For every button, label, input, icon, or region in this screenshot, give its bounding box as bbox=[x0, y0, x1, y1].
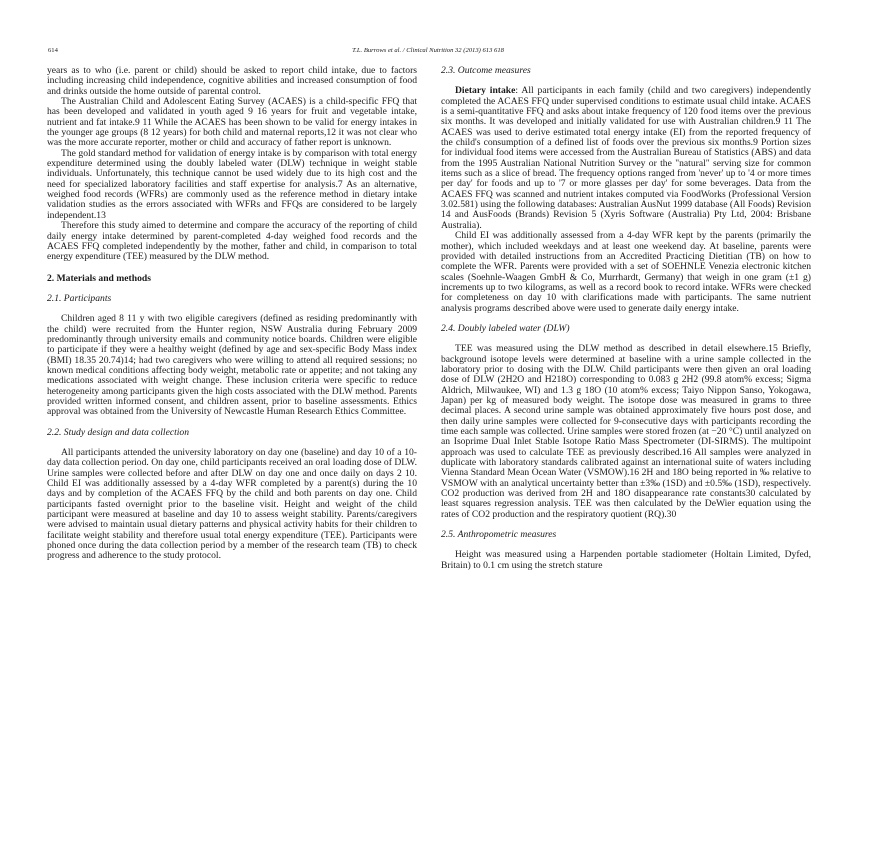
paragraph: years as to who (i.e. parent or child) should be asked to report child intake, due to factors including increasing child independence, cognitive abilities and increased consumption of food and drinks outside the home outside of parental control. bbox=[47, 65, 417, 97]
paragraph: Child EI was additionally assessed from a 4-day WFR kept by the parents (primarily the mother), which included weekdays and at least one weekend day. At baseline, parents were provided with detailed instructions from an Accredited Practicing Dietitian (TB) on how to complete the WFR. Parents were provided with a set of SOEHNLE Venezia electronic kitchen scales (Soehnle-Waagen GmbH & Co, Murrhardt, Germany) that weigh in one gram (±1 g) increments up to two kilograms, as well as a record book to record intake. WFRs were checked for completeness on day 10 with clarifications made with participants. The same nutrient analysis programs described above were used to generate daily energy intake. bbox=[441, 230, 811, 314]
paragraph: The Australian Child and Adolescent Eating Survey (ACAES) is a child-specific FFQ that has been developed and validated in youth aged 9 16 years for fruit and vegetable intake, nutrient and fat intake.9 11 While the ACAES has been shown to be valid for energy intakes in the younger age groups (8 12 years) for both child and maternal reports,12 it was not clear who was the more accurate reporter, mother or child and accuracy of father report is unknown. bbox=[47, 96, 417, 149]
subsection-heading: 2.1. Participants bbox=[47, 292, 112, 304]
page-number: 614 bbox=[48, 47, 58, 54]
section-heading: 2. Materials and methods bbox=[47, 272, 151, 284]
paragraph bbox=[441, 86, 811, 231]
paragraph: Children aged 8 11 y with two eligible caregivers (defined as residing predominantly with the child) were recruited from the Hunter region, NSW Australia during February 2009 predominantly through university emails and community notice boards. Children were eligible to participate if they were a healthy weight (defined by age and sex-specific Body Mass index (BMI) 18.35 20.74)14; had two caregivers who were willing to attend all required sessions; no known medical conditions affecting body weight, metabolic rate or appetite; and not taking any medications associated with weight change. These inclusion criteria were specific to reduce heterogeneity among participants given the high costs associated with the DLW method. Parents provided written informed consent, and children assent, prior to baseline assessments. Ethics approval was obtained from the University of Newcastle Human Research Ethics Committee. bbox=[47, 313, 417, 418]
paragraph: Height was measured using a Harpenden portable stadiometer (Holtain Limited, Dyfed, Britain) to 0.1 cm using the stretch stature bbox=[441, 549, 811, 571]
paragraph-text: : All participants in each family (child and two caregivers) independently completed the ACAES FFQ under supervised conditions to estimate usual child intake. ACAES is a semi-quantitative FFQ and asks about intake frequency of 120 food items over the previous six months. It was developed and initially validated for use with Australian children.9 11 The ACAES was used to derive estimated total energy intake (EI) from the reported frequency of the child's consumption of a defined list of foods over the previous six months.9 Portion sizes for individual food items were accessed from the Australian Bureau of Statistics (ABS) and data from the 1995 Australian National Nutrition Survey or the "natural" serving size for common items such as a slice of bread. The frequency options ranged from 'never' up to '4 or more times per day' for foods and up to '7 or more glasses per day' for some beverages. Data from the ACAES FFQ was scanned and nutrient intakes computed via FoodWorks (Professional Version 3.02.581) using the following databases: Australian AusNut 1999 database (All Foods) Revision 14 and AusFoods (Brands) Revision 5 (Xyris Software (Australia) Pty Ltd, 2004: Brisbane Australia). bbox=[441, 85, 811, 231]
subsection-heading: 2.2. Study design and data collection bbox=[47, 426, 190, 438]
paragraph: All participants attended the university laboratory on day one (baseline) and day 10 of a 10-day data collection period. On day one, child participants received an oral loading dose of DLW. Urine samples were collected before and after DLW on day one and once daily on days 2 10. Child EI was additionally assessed by a 4-day WFR completed by a parent(s) during the 10 days and by completion of the ACAES FFQ by the child and both parents on day one. Child participants fasted overnight prior to the baseline visit. Height and weight of the child participant were measured at baseline and day 10 to assess weight stability. Parents/caregivers were advised to maintain usual dietary patterns and physical activity habits for their children to facilitate weight stability and therefore usual total energy expenditure (TEE). Participants were phoned once during the data collection period by a member of the research team (TB) to check progress and adherence to the study protocol. bbox=[47, 447, 417, 562]
right-column bbox=[441, 66, 811, 571]
paragraph: The gold standard method for validation of energy intake is by comparison with total energy expenditure determined using the doubly labeled water (DLW) technique in weight stable individuals. Unfortunately, this technique cannot be used widely due to its high cost and the need for specialized laboratory facilities and staff expertise for analysis.7 As an alternative, weighed food records (WFRs) are commonly used as the reference method in dietary intake validation studies as the errors associated with WFRs and FFQs are considered to be largely independent.13 bbox=[47, 147, 417, 221]
subsection-heading: 2.3. Outcome measures bbox=[441, 65, 531, 76]
subsection-heading: 2.4. Doubly labeled water (DLW) bbox=[441, 322, 570, 334]
paragraph: Therefore this study aimed to determine and compare the accuracy of the reporting of child daily energy intake determined by parent-completed 4-day weighed food records and the ACAES FFQ completed independently by the mother, father and child, in comparison to total energy expenditure (TEE) measured by the DLW method. bbox=[47, 220, 417, 263]
paragraph-lead: Dietary intake bbox=[455, 85, 516, 97]
paragraph: TEE was measured using the DLW method as described in detail elsewhere.15 Briefly, background isotope levels were determined at baseline with a urine sample collected in the laboratory prior to dosing with the DLW. Child participants were then given an oral loading dose of DLW (2H2O and H218O) corresponding to 0.083 g 2H2 (99.8 atom% excess; Sigma Aldrich, Milwaukee, WI) and 1.3 g 18O (10 atom% excess; Taiyo Nippon Sanso, Yokogawa, Japan) per kg of measured body weight. The isotope dose was measured in grams to three decimal places. A second urine sample was obtained approximately five hours post dose, and then daily urine samples were collected for 9-consecutive days with participants recording the time each sample was collected. Urine samples were stored frozen (at −20 °C) until analyzed on an Isoprime Dual Inlet Stable Isotope Ratio Mass Spectrometer (DI-SIRMS). The multipoint approach was used to calculate TEE as previously described.16 All samples were analyzed in duplicate with laboratory standards calibrated against an international suite of waters including Vienna Standard Mean Ocean Water (VSMOW).16 2H and 18O being reported in ‰ relative to VSMOW with an analytical uncertainty better than ±3‰ (1SD) and ±0.5‰ (1SD), respectively. CO2 production was derived from 2H and 18O disappearance rate constants30 calculated by least squares regression analysis. TEE was then calculated by the DeWier equation using the rates of CO2 production and the respiratory quotient (RQ).30 bbox=[441, 343, 811, 520]
subsection-heading: 2.5. Anthropometric measures bbox=[441, 529, 557, 541]
left-column bbox=[47, 66, 417, 562]
running-header bbox=[48, 47, 808, 59]
running-title: T.L. Burrows et al. / Clinical Nutrition 32 (2013) 613 618 bbox=[352, 47, 504, 54]
